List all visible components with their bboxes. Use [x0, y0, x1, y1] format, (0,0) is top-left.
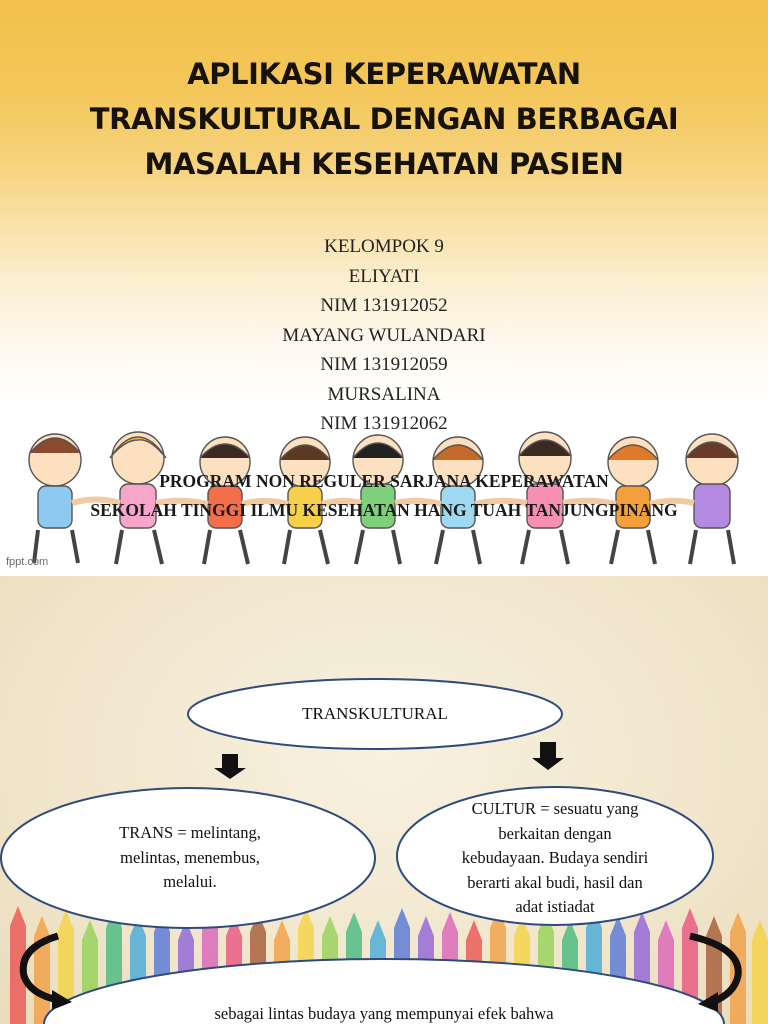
- definition-line: melintas, menembus,: [120, 847, 260, 867]
- curved-arrow-icon: [690, 936, 738, 1002]
- trans-definition: [40, 821, 340, 895]
- title-line: APLIKASI KEPERAWATAN: [187, 57, 581, 91]
- member-line: MURSALINA: [327, 383, 441, 405]
- definition-line: berarti akal budi, hasil dan: [467, 872, 643, 892]
- member-line: MAYANG WULANDARI: [282, 324, 486, 346]
- concept-slide: [0, 576, 768, 1024]
- definition-line: melalui.: [163, 872, 217, 891]
- institution: [0, 467, 768, 525]
- group-members: [0, 232, 768, 439]
- definition-line: kebudayaan. Budaya sendiri: [461, 848, 649, 867]
- title-line: TRANSKULTURAL DENGAN BERBAGAI: [89, 102, 679, 136]
- member-line: NIM 131912052: [320, 295, 448, 316]
- member-line: KELOMPOK 9: [324, 236, 444, 257]
- arrow-down-icon: [214, 754, 246, 779]
- title-line: MASALAH KESEHATAN PASIEN: [144, 147, 624, 181]
- result-text: sebagai lintas budaya yang mempunyai efek bahwa: [214, 1004, 554, 1023]
- arrow-down-icon: [532, 742, 564, 770]
- definition-line: adat istiadat: [515, 897, 595, 916]
- transkultural-label: TRANSKULTURAL: [302, 704, 448, 723]
- definition-line: TRANS = melintang,: [119, 823, 261, 842]
- curved-arrow-icon: [23, 936, 58, 1000]
- program-line: SEKOLAH TINGGI ILMU KESEHATAN HANG TUAH TANJUNGPINANG: [90, 500, 678, 520]
- slide-title: [40, 52, 728, 187]
- program-line: PROGRAM NON REGULER SARJANA KEPERAWATAN: [159, 471, 609, 491]
- cultur-definition: [420, 797, 690, 920]
- member-line: NIM 131912059: [320, 354, 448, 375]
- watermark: fppt.com: [6, 556, 49, 568]
- member-line: NIM 131912062: [320, 413, 448, 434]
- definition-line: CULTUR = sesuatu yang: [471, 799, 639, 818]
- member-line: ELIYATI: [348, 265, 420, 287]
- definition-line: berkaitan dengan: [498, 823, 612, 843]
